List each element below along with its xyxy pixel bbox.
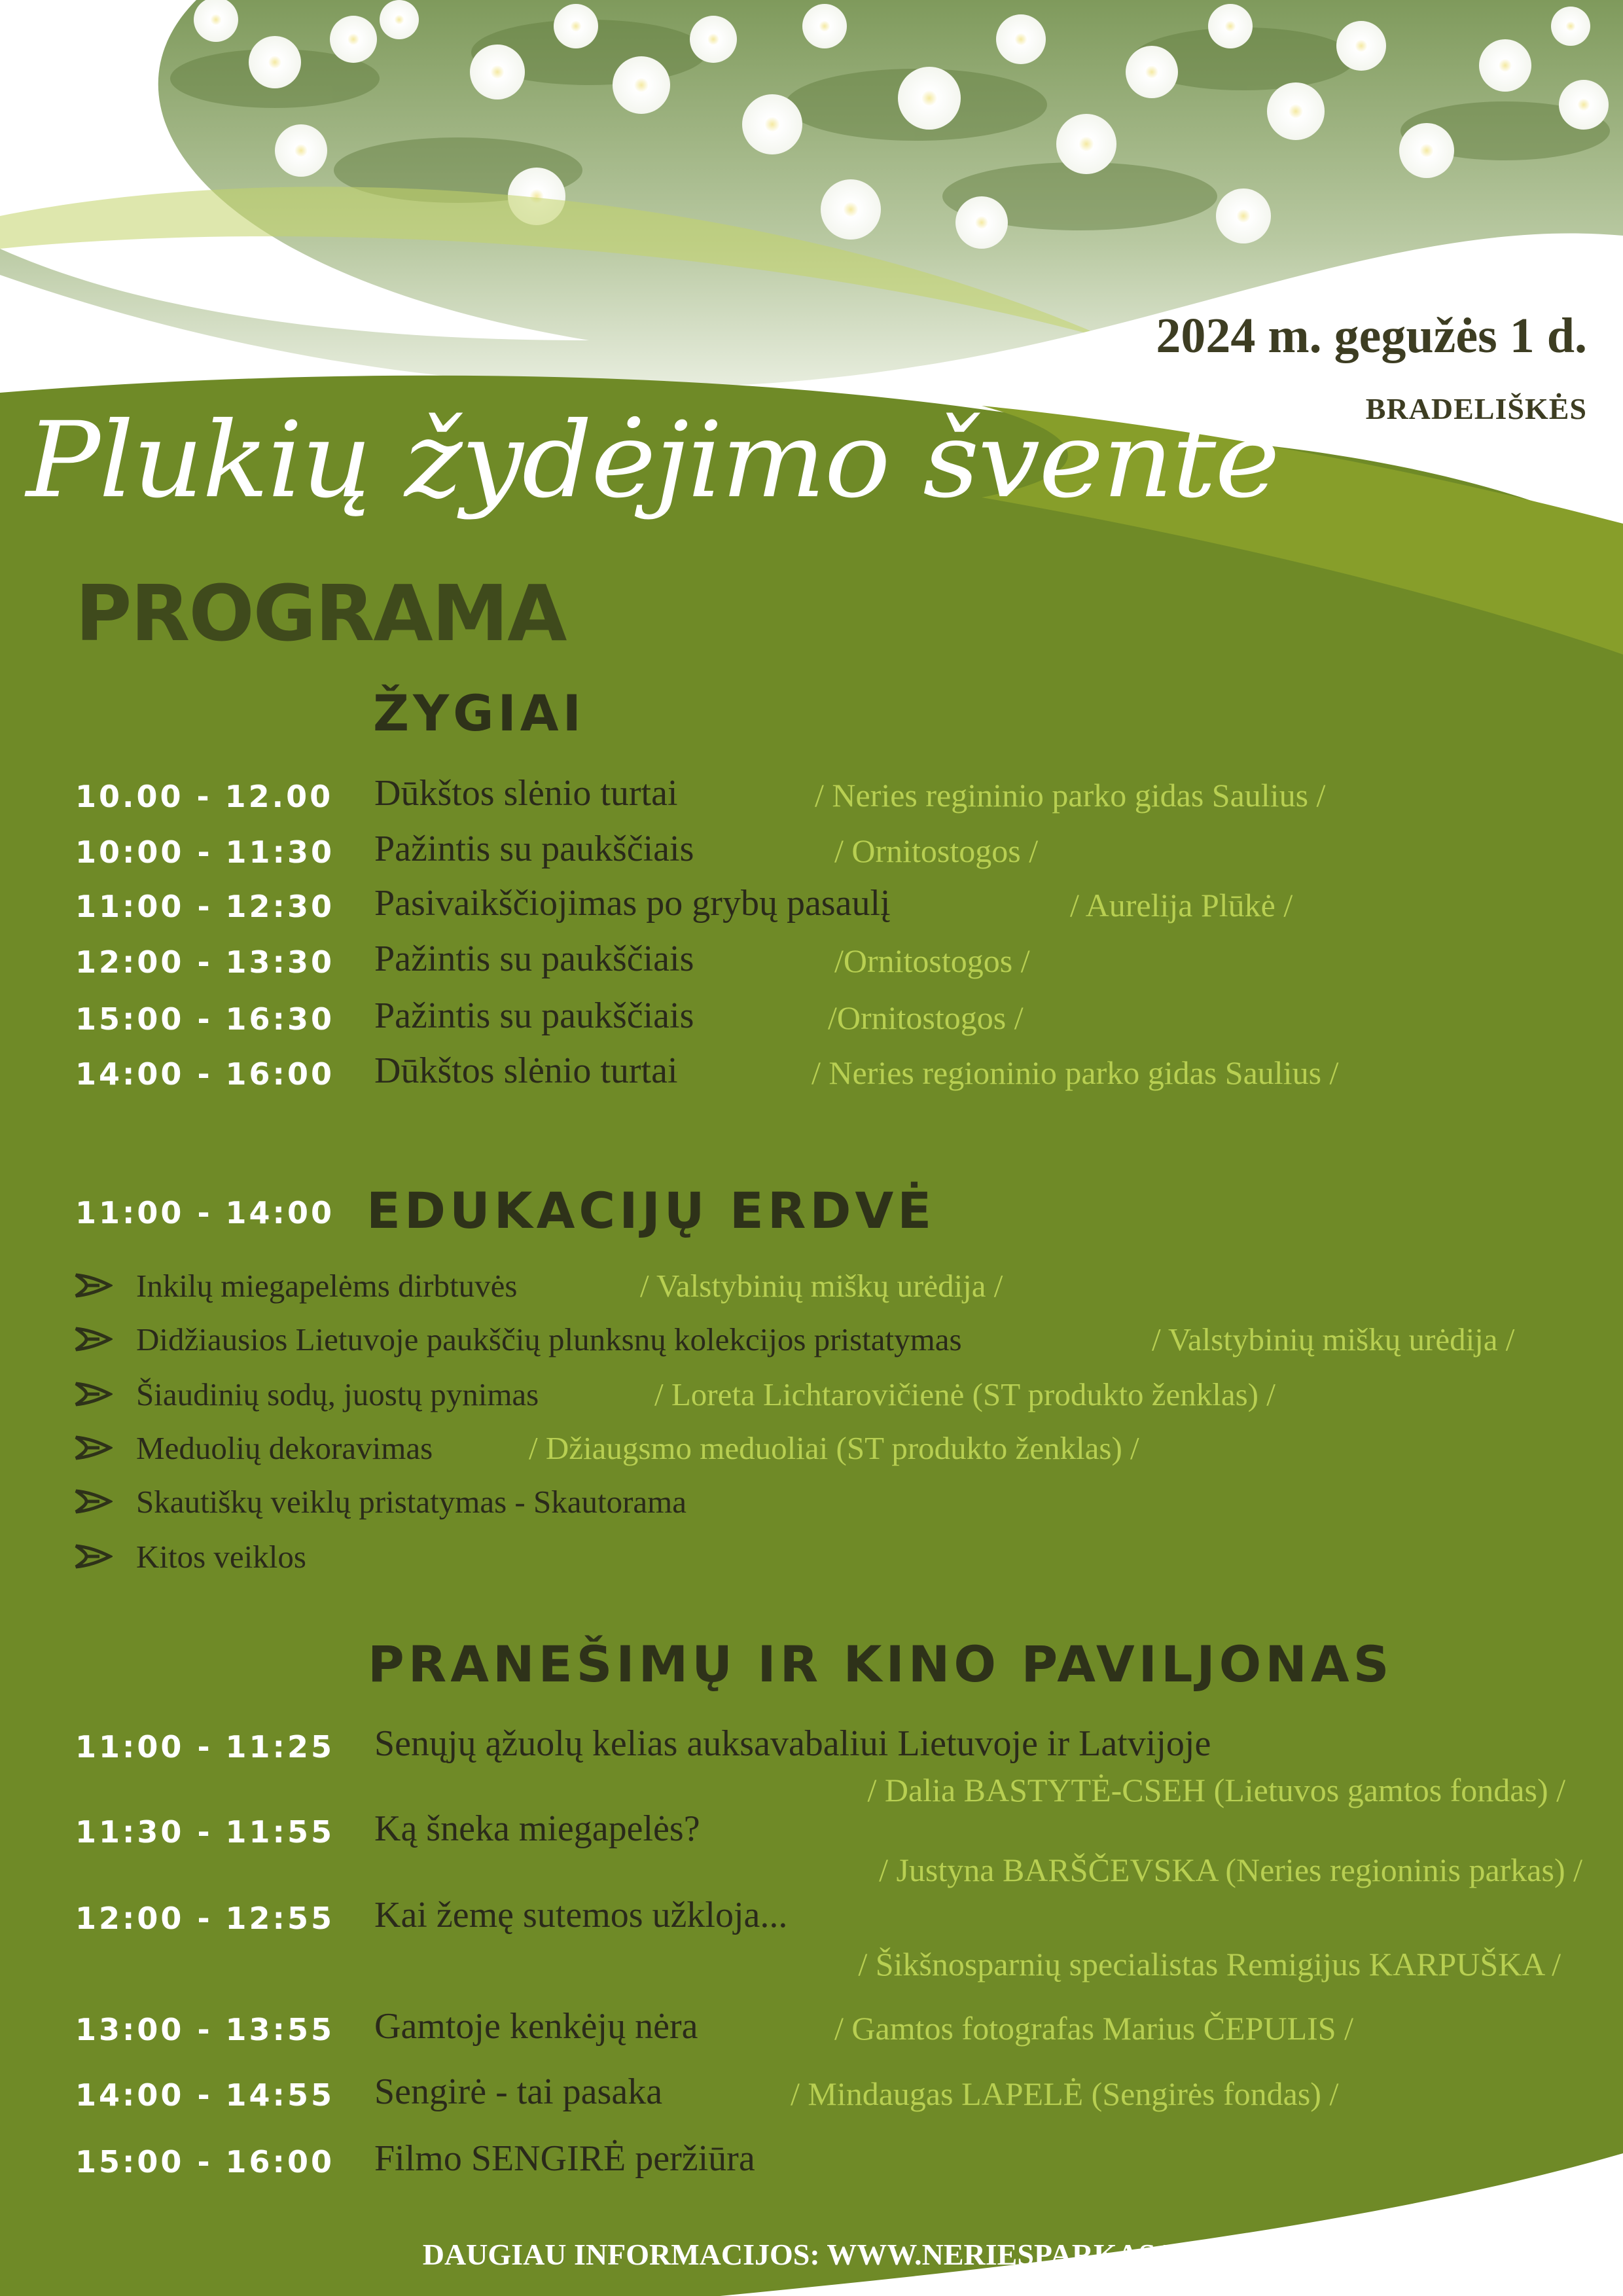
hike-time: 14:00 - 16:00 — [75, 1056, 334, 1092]
hike-time: 10:00 - 11:30 — [75, 834, 334, 870]
talk-speaker: / Justyna BARŠČEVSKA (Neries regioninis parkas) / — [879, 1852, 1582, 1888]
talk-title: Ką šneka miegapelės? — [374, 1808, 700, 1849]
education-item-organizer: / Valstybinių miškų urėdija / — [1152, 1321, 1515, 1357]
footer-info — [0, 2237, 1623, 2272]
hike-title: Pažintis su paukščiais — [374, 939, 694, 979]
education-item-organizer: / Loreta Lichtarovičienė (ST produkto ženklas) / — [654, 1376, 1275, 1412]
education-item-text: Šiaudinių sodų, juostų pynimas — [136, 1376, 539, 1412]
talk-speaker: / Dalia BASTYTĖ-CSEH (Lietuvos gamtos fondas) / — [867, 1772, 1565, 1808]
hike-time: 11:00 - 12:30 — [75, 889, 334, 924]
hike-title: Pažintis su paukščiais — [374, 829, 694, 869]
hike-time: 12:00 - 13:30 — [75, 944, 334, 980]
education-time: 11:00 - 14:00 — [75, 1195, 334, 1230]
arrow-bullet-icon — [73, 1487, 113, 1516]
talk-title: Senųjų ąžuolų kelias auksavabaliui Lietuvoje ir Latvijoje — [374, 1723, 1211, 1764]
education-item-organizer: / Džiaugsmo meduoliai (ST produkto ženklas) / — [529, 1430, 1139, 1466]
arrow-bullet-icon — [73, 1325, 113, 1354]
talk-time: 11:00 - 11:25 — [75, 1729, 334, 1765]
talk-speaker: / Šikšnosparnių specialistas Remigijus KARPUŠKA / — [858, 1946, 1561, 1982]
programa-heading: PROGRAMA — [75, 568, 566, 658]
arrow-bullet-icon — [73, 1542, 113, 1571]
talk-title: Sengirė - tai pasaka — [374, 2072, 663, 2112]
hike-organizer: / Aurelija Plūkė / — [1070, 887, 1293, 924]
talk-time: 14:00 - 14:55 — [75, 2077, 334, 2113]
hike-organizer: / Ornitostogos / — [834, 833, 1039, 869]
footer-link[interactable]: DAUGIAU INFORMACIJOS: WWW.NERIESPARKAS.LT — [422, 2238, 1201, 2271]
talk-time: 13:00 - 13:55 — [75, 2012, 334, 2047]
arrow-bullet-icon — [73, 1271, 113, 1300]
event-date: 2024 m. gegužės 1 d. — [1156, 308, 1587, 363]
hike-time: 10.00 - 12.00 — [75, 779, 334, 814]
talk-time: 15:00 - 16:00 — [75, 2144, 334, 2179]
arrow-bullet-icon — [73, 1380, 113, 1408]
talk-title: Filmo SENGIRĖ peržiūra — [374, 2138, 755, 2179]
hike-title: Pažintis su paukščiais — [374, 996, 694, 1036]
hike-time: 15:00 - 16:30 — [75, 1001, 334, 1037]
event-title: Plukių žydėjimo šventė — [26, 399, 1279, 522]
education-item-organizer: / Valstybinių miškų urėdija / — [640, 1268, 1003, 1304]
talk-speaker: / Mindaugas LAPELĖ (Sengirės fondas) / — [791, 2075, 1339, 2112]
hike-organizer: /Ornitostogos / — [828, 999, 1024, 1036]
hike-title: Dūkštos slėnio turtai — [374, 1050, 678, 1091]
hike-title: Pasivaikščiojimas po grybų pasaulį — [374, 883, 891, 924]
arrow-bullet-icon — [73, 1433, 113, 1462]
education-item-text: Inkilų miegapelėms dirbtuvės — [136, 1268, 518, 1304]
event-place: BRADELIŠKĖS — [1365, 392, 1587, 425]
talk-title: Gamtoje kenkėjų nėra — [374, 2006, 698, 2047]
education-item-text: Kitos veiklos — [136, 1539, 306, 1575]
hikes-heading: ŽYGIAI — [373, 684, 585, 742]
education-heading: EDUKACIJŲ ERDVĖ — [366, 1181, 936, 1240]
hike-organizer: / Neries regioninio parko gidas Saulius / — [812, 1054, 1339, 1091]
hike-organizer: /Ornitostogos / — [834, 942, 1030, 979]
hike-title: Dūkštos slėnio turtai — [374, 773, 678, 814]
talk-time: 11:30 - 11:55 — [75, 1814, 334, 1850]
talks-heading: PRANEŠIMŲ IR KINO PAVILJONAS — [368, 1635, 1393, 1693]
education-item-text: Skautiškų veiklų pristatymas - Skautorama — [136, 1484, 687, 1520]
talk-title: Kai žemę sutemos užkloja... — [374, 1895, 788, 1935]
talk-speaker: / Gamtos fotografas Marius ČEPULIS / — [834, 2010, 1353, 2047]
talk-time: 12:00 - 12:55 — [75, 1901, 334, 1936]
education-item-text: Meduolių dekoravimas — [136, 1430, 433, 1466]
education-item-text: Didžiausios Lietuvoje paukščių plunksnų kolekcijos pristatymas — [136, 1321, 962, 1357]
hike-organizer: / Neries regininio parko gidas Saulius / — [815, 777, 1326, 814]
